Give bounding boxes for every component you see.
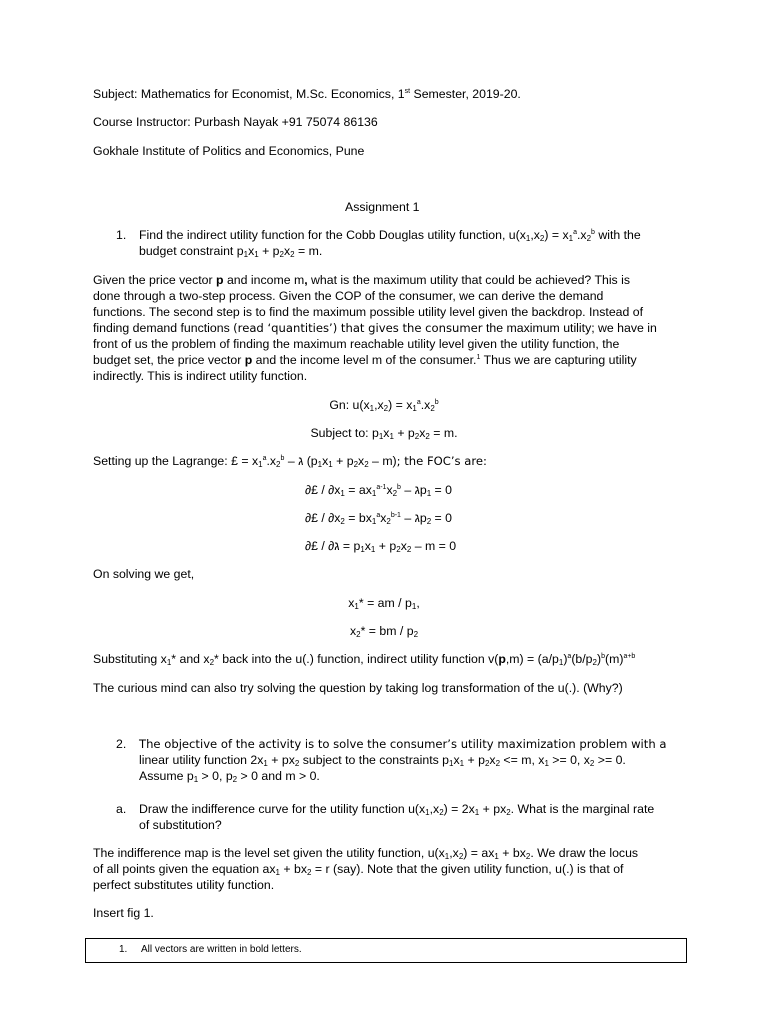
subject-line: Subject: Mathematics for Economist, M.Sc. Economics, 1st Semester, 2019-20. <box>93 87 521 101</box>
foc-1: ∂£ / $\partial x_1 = ax_1^{a-1}x_2^b$ – גp$_1$ = 0 <box>305 483 452 498</box>
para2-line-3: perfect substitutes utility function. <box>93 878 275 892</box>
para1-line-7: indirectly. This is indirect utility function. <box>93 369 308 383</box>
gn-equation: Gn: $u(x_1,x_2) = x_1^a.x_2^b$ <box>329 398 439 413</box>
para1-line-2: done through a two-step process. Given the COP of the consumer, we can derive the demand <box>93 289 604 303</box>
para2-line-1: The indifference map is the level set given the utility function, $u(x_1,x_2) = ax_1 + bx_2$. We draw the locus <box>93 846 639 861</box>
q1-line-1: Find the indirect utility function for the Cobb Douglas utility function, $u(x_1,x_2) = x_1^a.x_2^b$ with the <box>139 228 641 243</box>
footnote-marker: 1 <box>476 354 481 361</box>
para1-line-4: finding demand functions (read ‘quantities’) that gives the consumer the maximum utility; we have in <box>93 321 657 335</box>
q2a-line-1: Draw the indifference curve for the utility function $u(x_1,x_2) = 2x_1 + px_2$. What is the marginal rate <box>139 802 655 817</box>
subject-to-equation: Subject to: $p_1x_1 + p_2x_2 = m$. <box>310 426 458 441</box>
q1-line-2: budget constraint $p_1x_1 + p_2x_2 = m$. <box>139 244 323 259</box>
foc-3: ∂£ / ∂ג = $p_1x_1 + p_2x_2 - m = 0$ <box>305 539 457 554</box>
footnote-number: 1. <box>119 944 128 955</box>
q2-line-1: The objective of the activity is to solve the consumer’s utility maximization problem with a <box>139 737 667 751</box>
para1-line-1: Given the price vector p and income m, what is the maximum utility that could be achieved? This is <box>93 273 630 287</box>
assignment-title: Assignment 1 <box>345 200 420 214</box>
substituting-line: Substituting $x_1*$ and $x_2*$ back into the u(.) function, indirect utility function $v(p,m) = (a/p_1)^a(b/p_2)^b(m)^{a+b}$ <box>93 652 636 667</box>
para1-line-6: budget set, the price vector p and the income level m of the consumer.$^1$ Thus we are capturing utility <box>93 353 637 367</box>
q2-number: 2. <box>116 737 127 751</box>
x2-star: $x_2*$ = bm / $p_2$ <box>349 624 419 639</box>
curious-line: The curious mind can also try solving the question by taking log transformation of the u(.). (Why?) <box>93 681 623 695</box>
foc-2: ∂£ / $\partial x_2 = bx_1^ax_2^{b-1}$ – גp$_2$ = 0 <box>305 511 452 526</box>
para2-line-2: of all points given the equation $ax_1 + bx_2 = r$ (say). Note that the given utility function, u(.) is that of <box>93 862 624 877</box>
q2-line-2: linear utility function $2x_1 + px_2$ subject to the constraints $p_1x_1 + p_2x_2 <= m$, $x_1 >= 0$, $x_2 >= 0$. <box>139 753 626 768</box>
lagrange-line: Setting up the Lagrange: £ = $x_1^a.x_2^b$ – ג $(p_1x_1 + p_2x_2 - m)$; the FOC’s are: <box>93 454 487 469</box>
para1-line-5: front of us the problem of finding the maximum reachable utility level given the utility function, the <box>93 337 620 351</box>
footnote-box <box>85 938 687 963</box>
q2a-letter: a. <box>116 802 127 816</box>
footnote-text: All vectors are written in bold letters. <box>141 944 302 955</box>
on-solving-line: On solving we get, <box>93 567 195 581</box>
institute-line: Gokhale Institute of Politics and Economics, Pune <box>93 144 365 158</box>
q2-line-3: Assume $p_1 > 0$, $p_2 > 0$ and m > 0. <box>139 769 320 784</box>
x1-star: $x_1*$ = am / $p_1$, <box>348 596 420 611</box>
para1-line-3: functions. The second step is to find the maximum possible utility level given the backdrop. Instead of <box>93 305 644 319</box>
q1-number: 1. <box>116 228 127 242</box>
instructor-line: Course Instructor: Purbash Nayak +91 75074 86136 <box>93 115 378 129</box>
insert-fig-line: Insert fig 1. <box>93 906 154 920</box>
q2a-line-2: of substitution? <box>139 818 222 832</box>
